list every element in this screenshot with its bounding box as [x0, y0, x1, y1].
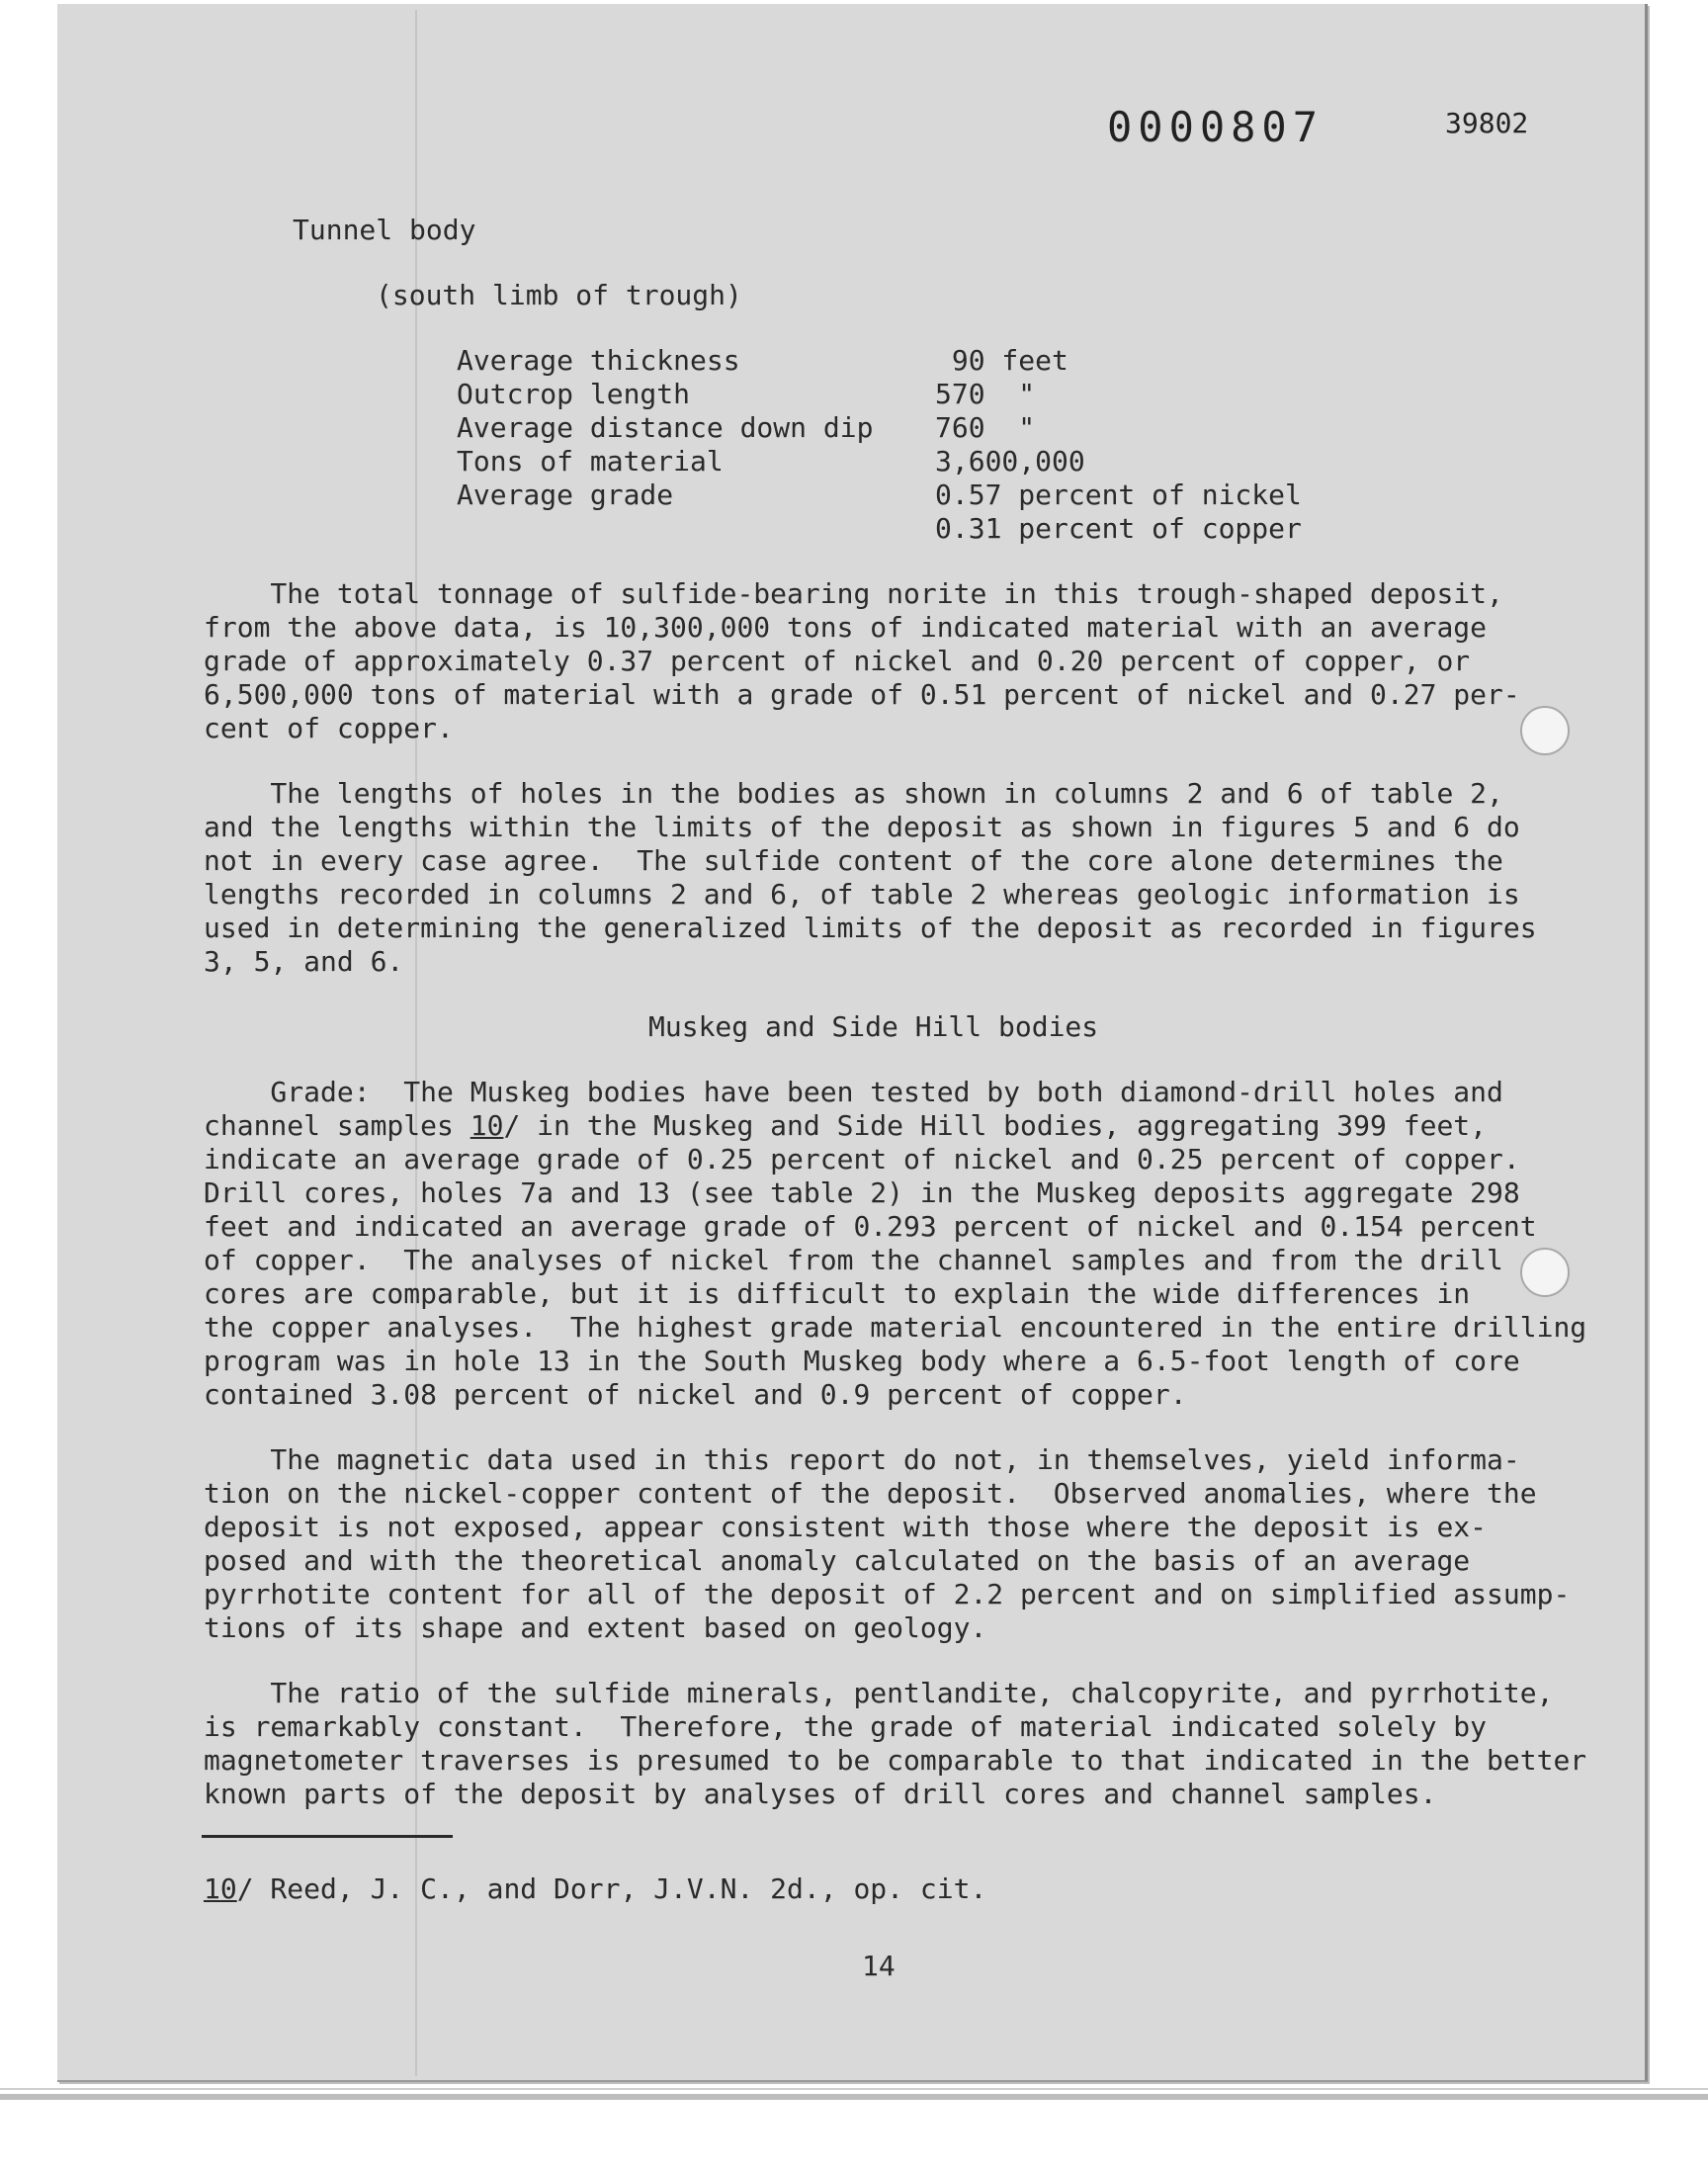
text-line: tions of its shape and extent based on geology. [204, 1611, 987, 1644]
table-row-value: 0.31 percent of copper [935, 512, 1302, 545]
text-line: The ratio of the sulfide minerals, pentlandite, chalcopyrite, and pyrrhotite, [204, 1677, 1554, 1709]
text-line: contained 3.08 percent of nickel and 0.9 percent of copper. [204, 1378, 1187, 1411]
text-line: The lengths of holes in the bodies as shown in columns 2 and 6 of table 2, [204, 777, 1503, 810]
table-row-label: Average distance down dip [457, 411, 874, 444]
table-row-value: 570 " [935, 378, 1036, 410]
footnote-text: / Reed, J. C., and Dorr, J.V.N. 2d., op. cit. [236, 1872, 987, 1905]
text-line: 6,500,000 tons of material with a grade of 0.51 percent of nickel and 0.27 per- [204, 678, 1520, 711]
text-line: magnetometer traverses is presumed to be comparable to that indicated in the better [204, 1744, 1587, 1777]
table-row-value: 0.57 percent of nickel [935, 478, 1302, 511]
text-line: used in determining the generalized limits of the deposit as recorded in figures [204, 912, 1537, 944]
text-segment: channel samples [204, 1109, 470, 1142]
text-line: and the lengths within the limits of the deposit as shown in figures 5 and 6 do [204, 811, 1520, 843]
text-line: feet and indicated an average grade of 0.293 percent of nickel and 0.154 percent [204, 1210, 1537, 1243]
text-line: not in every case agree. The sulfide content of the core alone determines the [204, 844, 1503, 877]
scanner-edge-band [0, 2094, 1708, 2100]
text-line: The total tonnage of sulfide-bearing norite in this trough-shaped deposit, [204, 577, 1503, 610]
text-line: grade of approximately 0.37 percent of nickel and 0.20 percent of copper, or [204, 645, 1471, 677]
text-line: pyrrhotite content for all of the deposit of 2.2 percent and on simplified assump- [204, 1578, 1571, 1610]
document-number: 39802 [1445, 107, 1529, 139]
text-line: of copper. The analyses of nickel from the channel samples and from the drill [204, 1244, 1503, 1276]
scanner-edge [0, 2088, 1708, 2090]
text-line [204, 1109, 1487, 1143]
text-line: The magnetic data used in this report do not, in themselves, yield informa- [204, 1443, 1520, 1476]
text-line: indicate an average grade of 0.25 percent of nickel and 0.25 percent of copper. [204, 1143, 1520, 1175]
footnote [204, 1872, 986, 1906]
text-segment: / in the Muskeg and Side Hill bodies, aggregating 399 feet, [503, 1109, 1488, 1142]
text-line: deposit is not exposed, appear consistent with those where the deposit is ex- [204, 1511, 1488, 1543]
text-line: cent of copper. [204, 712, 454, 744]
text-line: Grade: The Muskeg bodies have been tested by both diamond-drill holes and [204, 1076, 1503, 1108]
section-heading: Muskeg and Side Hill bodies [648, 1010, 1099, 1043]
table-row-value: 90 feet [935, 344, 1068, 377]
page-number: 14 [862, 1950, 896, 1982]
footnote-reference: 10 [470, 1109, 504, 1142]
table-row-label: Average thickness [457, 344, 740, 377]
table-row-label: Average grade [457, 478, 674, 511]
tunnel-body-subheading: (south limb of trough) [376, 279, 742, 311]
text-line: cores are comparable, but it is difficult to explain the wide differences in [204, 1277, 1471, 1310]
punch-hole-lower [1520, 1248, 1570, 1297]
text-line: tion on the nickel-copper content of the deposit. Observed anomalies, where the [204, 1477, 1537, 1510]
text-line: 3, 5, and 6. [204, 945, 404, 978]
serial-number-stamp: 0000807 [1107, 103, 1324, 151]
footnote-number: 10 [204, 1872, 237, 1905]
text-line: lengths recorded in columns 2 and 6, of table 2 whereas geologic information is [204, 878, 1520, 911]
footnote-divider [202, 1835, 453, 1838]
text-line: from the above data, is 10,300,000 tons of indicated material with an average [204, 611, 1488, 644]
tunnel-body-heading: Tunnel body [293, 214, 476, 246]
punch-hole-upper [1520, 706, 1570, 755]
text-line: the copper analyses. The highest grade material encountered in the entire drilling [204, 1311, 1587, 1344]
text-line: program was in hole 13 in the South Muskeg body where a 6.5-foot length of core [204, 1345, 1520, 1377]
text-line: is remarkably constant. Therefore, the grade of material indicated solely by [204, 1710, 1488, 1743]
text-line: known parts of the deposit by analyses of drill cores and channel samples. [204, 1778, 1437, 1810]
table-row-value: 3,600,000 [935, 445, 1085, 478]
table-row-label: Outcrop length [457, 378, 691, 410]
text-line: posed and with the theoretical anomaly calculated on the basis of an average [204, 1544, 1471, 1577]
table-row-label: Tons of material [457, 445, 724, 478]
text-line: Drill cores, holes 7a and 13 (see table 2) in the Muskeg deposits aggregate 298 [204, 1176, 1520, 1209]
table-row-value: 760 " [935, 411, 1036, 444]
